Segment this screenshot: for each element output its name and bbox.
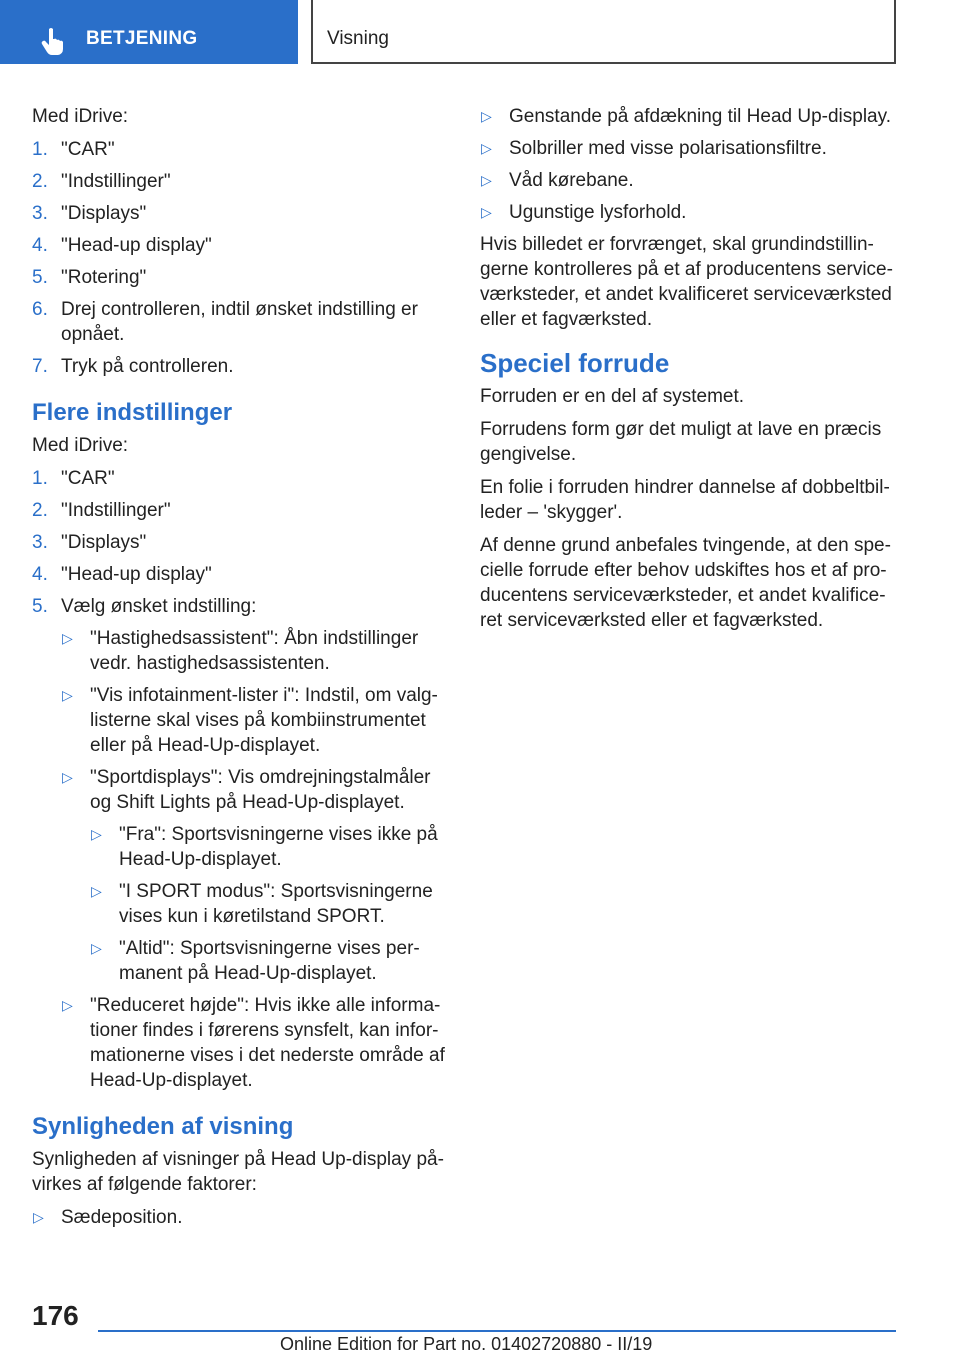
body-text: Hvis billedet er forvrænget, skal grundindstillin-gerne kontrolleres på et af producentens service-værksteder, et andet kvalificeret serviceværksted eller et fagværksted. <box>480 234 893 330</box>
bullet-item: ▷ Sædeposition. <box>33 1207 183 1228</box>
list-item: 7. Tryk på controlleren. <box>32 356 234 377</box>
steps-list-1 <box>32 137 452 379</box>
body-text: Forruden er en del af systemet. <box>480 386 745 407</box>
bullet-item: ▷ "I SPORT modus": Sportsvisningerne vises kun i køretilstand SPORT. <box>91 881 433 927</box>
triangle-bullet-icon: ▷ <box>62 687 73 703</box>
list-item: 1. "CAR" <box>32 139 115 160</box>
list-item: 6. Drej controlleren, indtil ønsket indstilling er opnået. <box>32 299 418 345</box>
list-item: 1. "CAR" <box>32 468 115 489</box>
bullet-item: ▷ "Sportdisplays": Vis omdrejningstalmåler og Shift Lights på Head-Up-displayet. <box>62 767 431 813</box>
hand-pointer-icon <box>40 27 66 55</box>
triangle-bullet-icon: ▷ <box>481 172 492 188</box>
list-item: 2. "Indstillinger" <box>32 500 171 521</box>
right-column <box>480 104 900 641</box>
triangle-bullet-icon: ▷ <box>91 826 102 842</box>
body-text: Synligheden af visninger på Head Up-display på-virkes af følgende faktorer: <box>32 1149 444 1195</box>
section-heading: Synligheden af visning <box>32 1113 294 1140</box>
body-text: En folie i forruden hindrer dannelse af dobbeltbil-leder – 'skygger'. <box>480 477 890 523</box>
list-item: 2. "Indstillinger" <box>32 171 171 192</box>
section-tab <box>0 0 298 64</box>
bullet-item: ▷ "Reduceret højde": Hvis ikke alle informa-tioner findes i førerens synsfelt, kan infor-mationerne vises i det nederste område af Head-Up-displayet. <box>62 995 445 1091</box>
section-heading: Flere indstillinger <box>32 399 233 426</box>
bullet-item: ▷ Solbriller med visse polarisationsfiltre. <box>481 138 827 159</box>
body-text: Forrudens form gør det muligt at lave en præcis gengivelse. <box>480 419 882 465</box>
list-item: 3. "Displays" <box>32 203 147 224</box>
triangle-bullet-icon: ▷ <box>33 1209 44 1225</box>
triangle-bullet-icon: ▷ <box>481 140 492 156</box>
section-heading: Speciel forrude <box>480 348 670 378</box>
bullet-item: ▷ Ugunstige lysforhold. <box>481 202 687 223</box>
list-item: 5. Vælg ønsket indstilling: <box>32 596 257 617</box>
footer-divider <box>98 1330 896 1332</box>
body-text: Af denne grund anbefales tvingende, at den spe-cielle forrude efter behov udskiftes hos et af pro-ducentens serviceværksteder, et andet kvalifice-ret serviceværksted eller et fagværksted. <box>480 535 891 631</box>
steps-list-2 <box>32 466 452 619</box>
edition-text: Online Edition for Part no. 01402720880 - II/19 <box>280 1334 653 1354</box>
triangle-bullet-icon: ▷ <box>481 108 492 124</box>
page-title: Visning <box>327 28 389 49</box>
bullet-item: ▷ "Altid": Sportsvisningerne vises per-manent på Head-Up-displayet. <box>91 938 420 984</box>
triangle-bullet-icon: ▷ <box>91 883 102 899</box>
page-header <box>311 0 896 64</box>
triangle-bullet-icon: ▷ <box>62 769 73 785</box>
page-number: 176 <box>32 1300 79 1331</box>
bullet-item: ▷ "Hastighedsassistent": Åbn indstillinger vedr. hastighedsassistenten. <box>62 628 419 674</box>
triangle-bullet-icon: ▷ <box>91 940 102 956</box>
list-item: 3. "Displays" <box>32 532 147 553</box>
intro-text: Med iDrive: <box>32 435 129 456</box>
bullet-item: ▷ Genstande på afdækning til Head Up-display. <box>481 106 891 127</box>
bullet-item: ▷ Våd kørebane. <box>481 170 634 191</box>
list-item: 4. "Head-up display" <box>32 564 212 585</box>
left-column <box>32 104 452 1237</box>
bullet-item: ▷ "Vis infotainment-lister i": Indstil, om valg-listerne skal vises på kombiinstrumentet eller på Head-Up-displayet. <box>62 685 438 756</box>
bullet-item: ▷ "Fra": Sportsvisningerne vises ikke på Head-Up-displayet. <box>91 824 438 870</box>
list-item: 5. "Rotering" <box>32 267 147 288</box>
triangle-bullet-icon: ▷ <box>481 204 492 220</box>
triangle-bullet-icon: ▷ <box>62 997 73 1013</box>
list-item: 4. "Head-up display" <box>32 235 212 256</box>
triangle-bullet-icon: ▷ <box>62 630 73 646</box>
section-label: BETJENING <box>86 28 198 49</box>
intro-text: Med iDrive: <box>32 106 129 127</box>
